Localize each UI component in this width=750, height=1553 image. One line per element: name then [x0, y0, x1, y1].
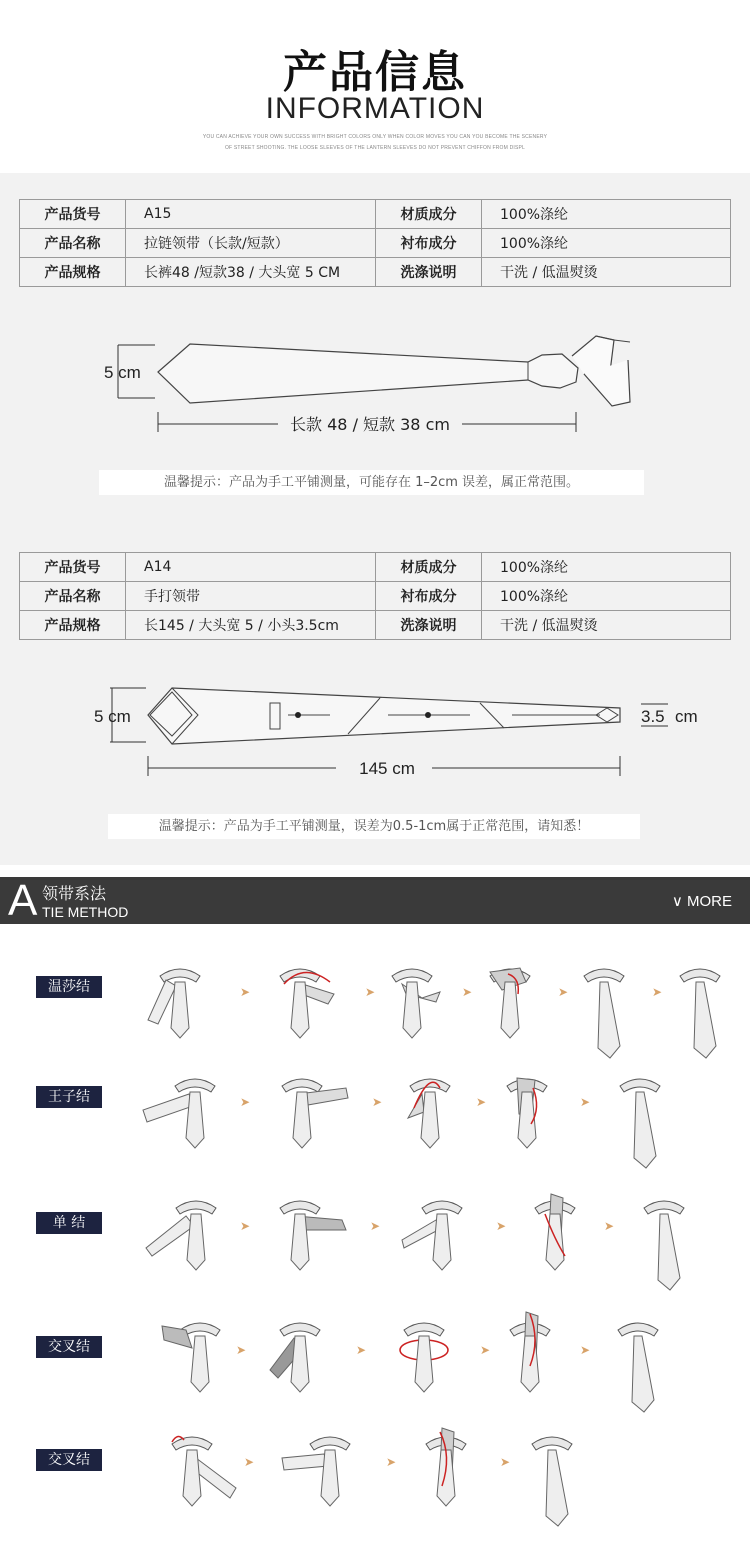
table-cell: 产品货号	[20, 553, 126, 582]
width-label: 5 cm	[104, 363, 141, 382]
step-arrow: ➤	[244, 1455, 255, 1469]
table-cell: 产品规格	[20, 258, 126, 287]
knot-step	[507, 1078, 547, 1148]
knot-label-simple: 单 结	[36, 1212, 102, 1234]
knot-step	[143, 1079, 215, 1148]
step-arrow: ➤	[652, 985, 663, 999]
table-row	[20, 611, 731, 640]
step-arrow: ➤	[580, 1343, 591, 1357]
step-arrow: ➤	[236, 1343, 247, 1357]
step-arrow: ➤	[240, 1095, 251, 1109]
table-row	[20, 258, 731, 287]
table-cell: 长145 / 大头宽 5 / 小头3.5cm	[126, 611, 376, 640]
knot-step	[172, 1436, 236, 1506]
length-label: 145 cm	[359, 759, 415, 778]
knot-label-windsor: 温莎结	[36, 976, 102, 998]
knot-label-prince: 王子结	[36, 1086, 102, 1108]
spec-table-a14	[19, 552, 731, 640]
hand-tie-diagram	[0, 676, 750, 786]
tie-seam	[425, 712, 431, 718]
knot-step	[146, 1201, 216, 1270]
knot-step	[644, 1201, 684, 1290]
table-cell: 干洗 / 低温熨烫	[482, 258, 731, 287]
step-arrow: ➤	[480, 1343, 491, 1357]
chevron-down-icon: ∨	[671, 893, 687, 910]
knot-step	[490, 968, 530, 1038]
knot-step	[402, 1201, 462, 1270]
table-row	[20, 582, 731, 611]
table-cell: 衬布成分	[376, 229, 482, 258]
width-label: 5 cm	[94, 707, 131, 726]
table-cell: 产品名称	[20, 229, 126, 258]
zipper-tie-diagram	[0, 320, 750, 440]
knot-step	[280, 1201, 346, 1270]
step-arrow: ➤	[365, 985, 376, 999]
table-cell: A15	[126, 200, 376, 229]
table-cell: 材质成分	[376, 200, 482, 229]
knot-label-cross: 交叉结	[36, 1336, 102, 1358]
measurement-tip: 温馨提示：产品为手工平铺测量，可能存在 1–2cm 误差，属正常范围。	[99, 470, 644, 495]
table-cell: 拉链领带（长款/短款）	[126, 229, 376, 258]
info-header	[0, 0, 750, 173]
table-cell: A14	[126, 553, 376, 582]
table-cell: 产品名称	[20, 582, 126, 611]
section-title-en: TIE METHOD	[42, 904, 129, 920]
knot-step	[282, 1079, 348, 1148]
section-title-cn: 领带系法	[42, 884, 107, 903]
small-width-label: 3.5	[641, 707, 665, 726]
table-row	[20, 229, 731, 258]
knot-step	[532, 1437, 572, 1526]
measurement-tip: 温馨提示：产品为手工平铺测量，误差为0.5-1cm属于正常范围，请知悉！	[108, 814, 640, 839]
knot-step	[392, 969, 440, 1038]
table-cell: 100%涤纶	[482, 200, 731, 229]
step-arrow: ➤	[370, 1219, 381, 1233]
knot-step	[148, 969, 200, 1038]
page-title: 产品信息	[283, 47, 467, 98]
tie-body-shape	[148, 688, 620, 744]
step-arrow: ➤	[462, 985, 473, 999]
table-cell: 手打领带	[126, 582, 376, 611]
table-cell: 100%涤纶	[482, 553, 731, 582]
step-arrow: ➤	[240, 1219, 251, 1233]
step-arrow: ➤	[386, 1455, 397, 1469]
knot-step	[400, 1323, 448, 1392]
table-cell: 100%涤纶	[482, 582, 731, 611]
small-width-unit: cm	[675, 707, 698, 726]
step-arrow: ➤	[356, 1343, 367, 1357]
table-cell: 衬布成分	[376, 582, 482, 611]
knot-step	[510, 1312, 550, 1392]
knot-step	[680, 969, 720, 1058]
knot-steps-illustration	[0, 950, 750, 1550]
knot-label-cross-2: 交叉结	[36, 1449, 102, 1471]
table-row	[20, 553, 731, 582]
header-tagline-2: OF STREET SHOOTING. THE LOOSE SLEEVES OF THE LANTERN SLEEVES DO NOT PREVENT CHIFFON FROM DISPL	[224, 145, 526, 151]
section-letter: A	[8, 876, 38, 925]
tie-seam	[295, 712, 301, 718]
table-cell: 材质成分	[376, 553, 482, 582]
step-arrow: ➤	[580, 1095, 591, 1109]
spec-table-a15	[19, 199, 731, 287]
length-label: 长款 48 / 短款 38 cm	[290, 415, 450, 434]
knot-step	[584, 969, 624, 1058]
page-subtitle: INFORMATION	[265, 92, 485, 125]
knot-step	[426, 1428, 466, 1506]
knot-step	[618, 1323, 658, 1412]
knot-step	[280, 969, 334, 1038]
more-link[interactable]	[672, 892, 732, 910]
step-arrow: ➤	[500, 1455, 511, 1469]
knot-step	[408, 1079, 450, 1148]
table-cell: 产品规格	[20, 611, 126, 640]
step-arrow: ➤	[372, 1095, 383, 1109]
knot-step	[162, 1323, 220, 1392]
table-cell: 洗涤说明	[376, 611, 482, 640]
table-cell: 100%涤纶	[482, 229, 731, 258]
step-arrow: ➤	[240, 985, 251, 999]
header-tagline-1: YOU CAN ACHIEVE YOUR OWN SUCCESS WITH BRIGHT COLORS ONLY WHEN COLOR MOVES YOU CAN YOU BECOME THE SCENERY	[202, 134, 548, 140]
table-cell: 产品货号	[20, 200, 126, 229]
table-cell: 长裤48 /短款38 / 大头宽 5 CM	[126, 258, 376, 287]
knot-step	[535, 1194, 575, 1270]
step-arrow: ➤	[604, 1219, 615, 1233]
table-cell: 干洗 / 低温熨烫	[482, 611, 731, 640]
table-row	[20, 200, 731, 229]
step-arrow: ➤	[558, 985, 569, 999]
table-cell: 洗涤说明	[376, 258, 482, 287]
knot-step	[282, 1437, 350, 1506]
more-label: MORE	[687, 893, 732, 910]
step-arrow: ➤	[496, 1219, 507, 1233]
tie-body-shape	[158, 344, 578, 403]
step-arrow: ➤	[476, 1095, 487, 1109]
tie-method-header	[0, 877, 750, 924]
knot-step	[270, 1323, 320, 1392]
knot-step	[620, 1079, 660, 1168]
